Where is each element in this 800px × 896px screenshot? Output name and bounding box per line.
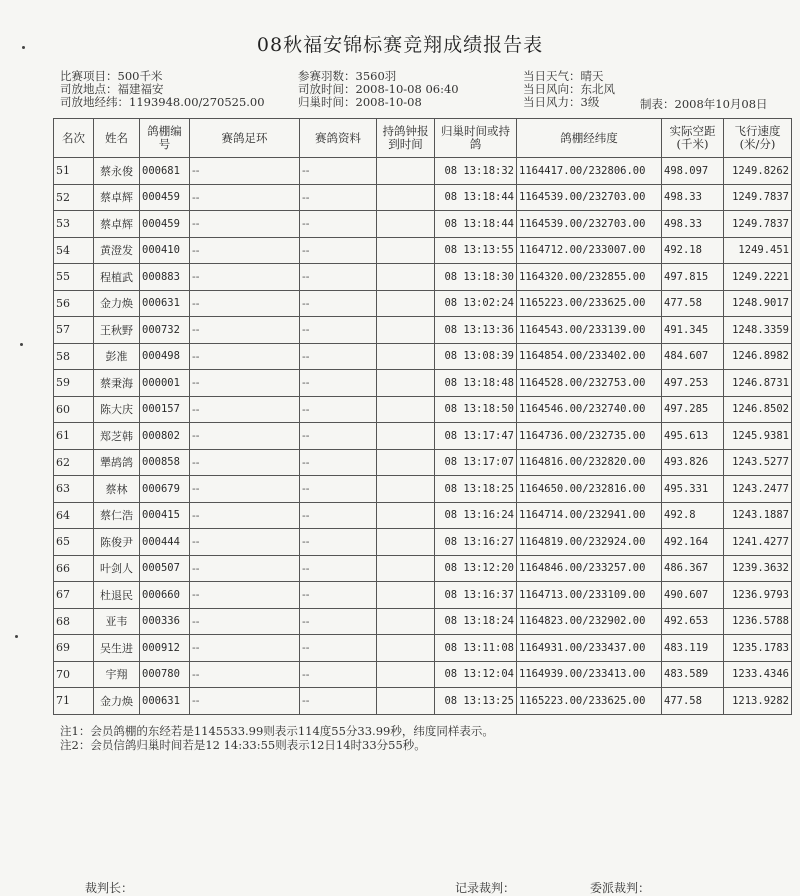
info-cell: -- bbox=[300, 370, 377, 397]
loft-cell: 000660 bbox=[140, 582, 190, 609]
arrival-time-cell: 08 13:17:07 bbox=[435, 449, 517, 476]
header-coords: 鸽棚经纬度 bbox=[517, 119, 662, 158]
clock-cell bbox=[377, 211, 435, 238]
rank-cell: 62 bbox=[54, 449, 94, 476]
meta-wind-direction: 当日风向：东北风 bbox=[523, 82, 615, 96]
meta-mid-block bbox=[298, 70, 459, 109]
coords-cell: 1164712.00/233007.00 bbox=[517, 237, 662, 264]
coords-cell: 1165223.00/233625.00 bbox=[517, 290, 662, 317]
table-header-row bbox=[54, 119, 792, 158]
arrival-time-cell: 08 13:18:50 bbox=[435, 396, 517, 423]
info-cell: -- bbox=[300, 635, 377, 662]
ring-cell: -- bbox=[190, 582, 300, 609]
name-cell: 蔡卓辉 bbox=[94, 211, 140, 238]
meta-weather: 当日天气：晴天 bbox=[523, 69, 604, 83]
table-row bbox=[54, 449, 792, 476]
speed-cell: 1249.451 bbox=[724, 237, 792, 264]
clock-cell bbox=[377, 555, 435, 582]
clock-cell bbox=[377, 635, 435, 662]
ring-cell: -- bbox=[190, 317, 300, 344]
table-row bbox=[54, 211, 792, 238]
arrival-time-cell: 08 13:18:48 bbox=[435, 370, 517, 397]
speed-cell: 1246.8502 bbox=[724, 396, 792, 423]
meta-release-time: 司放时间：2008-10-08 06:40 bbox=[298, 82, 459, 96]
name-cell: 吴生进 bbox=[94, 635, 140, 662]
table-row bbox=[54, 423, 792, 450]
name-cell: 蔡仁浩 bbox=[94, 502, 140, 529]
arrival-time-cell: 08 13:13:25 bbox=[435, 688, 517, 715]
info-cell: -- bbox=[300, 317, 377, 344]
speed-cell: 1243.5277 bbox=[724, 449, 792, 476]
distance-cell: 492.18 bbox=[662, 237, 724, 264]
clock-cell bbox=[377, 529, 435, 556]
coords-cell: 1164939.00/233413.00 bbox=[517, 661, 662, 688]
loft-cell: 000780 bbox=[140, 661, 190, 688]
distance-cell: 492.164 bbox=[662, 529, 724, 556]
table-row bbox=[54, 661, 792, 688]
info-cell: -- bbox=[300, 476, 377, 503]
distance-cell: 495.613 bbox=[662, 423, 724, 450]
speed-cell: 1236.5788 bbox=[724, 608, 792, 635]
rank-cell: 63 bbox=[54, 476, 94, 503]
coords-cell: 1164543.00/233139.00 bbox=[517, 317, 662, 344]
arrival-time-cell: 08 13:18:24 bbox=[435, 608, 517, 635]
rank-cell: 69 bbox=[54, 635, 94, 662]
distance-cell: 483.589 bbox=[662, 661, 724, 688]
punch-hole-mark bbox=[15, 635, 18, 638]
header-info: 赛鸽资料 bbox=[300, 119, 377, 158]
coords-cell: 1165223.00/233625.00 bbox=[517, 688, 662, 715]
meta-left-block bbox=[60, 70, 265, 109]
rank-cell: 61 bbox=[54, 423, 94, 450]
info-cell: -- bbox=[300, 661, 377, 688]
table-row bbox=[54, 290, 792, 317]
ring-cell: -- bbox=[190, 237, 300, 264]
rank-cell: 59 bbox=[54, 370, 94, 397]
meta-release-place: 司放地点：福建福安 bbox=[60, 82, 164, 96]
rank-cell: 54 bbox=[54, 237, 94, 264]
speed-cell: 1246.8731 bbox=[724, 370, 792, 397]
name-cell: 郑芝韩 bbox=[94, 423, 140, 450]
arrival-time-cell: 08 13:16:27 bbox=[435, 529, 517, 556]
loft-cell: 000415 bbox=[140, 502, 190, 529]
loft-cell: 000631 bbox=[140, 290, 190, 317]
distance-cell: 477.58 bbox=[662, 688, 724, 715]
distance-cell: 497.285 bbox=[662, 396, 724, 423]
distance-cell: 492.653 bbox=[662, 608, 724, 635]
rank-cell: 60 bbox=[54, 396, 94, 423]
clock-cell bbox=[377, 158, 435, 185]
rank-cell: 68 bbox=[54, 608, 94, 635]
coords-cell: 1164650.00/232816.00 bbox=[517, 476, 662, 503]
name-cell: 蔡永俊 bbox=[94, 158, 140, 185]
loft-cell: 000858 bbox=[140, 449, 190, 476]
loft-cell: 000157 bbox=[140, 396, 190, 423]
table-body bbox=[54, 158, 792, 715]
speed-cell: 1241.4277 bbox=[724, 529, 792, 556]
ring-cell: -- bbox=[190, 211, 300, 238]
name-cell: 陈俊尹 bbox=[94, 529, 140, 556]
ring-cell: -- bbox=[190, 688, 300, 715]
name-cell: 彭准 bbox=[94, 343, 140, 370]
header-name: 姓名 bbox=[94, 119, 140, 158]
loft-cell: 000336 bbox=[140, 608, 190, 635]
info-cell: -- bbox=[300, 211, 377, 238]
meta-prepared-date: 制表：2008年10月08日 bbox=[640, 97, 768, 111]
name-cell: 蔡秉海 bbox=[94, 370, 140, 397]
table-row bbox=[54, 370, 792, 397]
coords-cell: 1164854.00/233402.00 bbox=[517, 343, 662, 370]
distance-cell: 492.8 bbox=[662, 502, 724, 529]
table-row bbox=[54, 608, 792, 635]
rank-cell: 52 bbox=[54, 184, 94, 211]
ring-cell: -- bbox=[190, 158, 300, 185]
coords-cell: 1164713.00/233109.00 bbox=[517, 582, 662, 609]
meta-release-coords: 司放地经纬：1193948.00/270525.00 bbox=[60, 95, 265, 109]
speed-cell: 1249.7837 bbox=[724, 184, 792, 211]
coords-cell: 1164539.00/232703.00 bbox=[517, 184, 662, 211]
ring-cell: -- bbox=[190, 264, 300, 291]
name-cell: 蔡卓辉 bbox=[94, 184, 140, 211]
info-cell: -- bbox=[300, 688, 377, 715]
ring-cell: -- bbox=[190, 476, 300, 503]
distance-cell: 490.607 bbox=[662, 582, 724, 609]
arrival-time-cell: 08 13:12:04 bbox=[435, 661, 517, 688]
table-row bbox=[54, 343, 792, 370]
speed-cell: 1248.3359 bbox=[724, 317, 792, 344]
loft-cell: 000631 bbox=[140, 688, 190, 715]
clock-cell bbox=[377, 343, 435, 370]
speed-cell: 1243.1887 bbox=[724, 502, 792, 529]
table-row bbox=[54, 184, 792, 211]
clock-cell bbox=[377, 688, 435, 715]
header-ring: 赛鸽足环 bbox=[190, 119, 300, 158]
arrival-time-cell: 08 13:18:44 bbox=[435, 211, 517, 238]
info-cell: -- bbox=[300, 555, 377, 582]
ring-cell: -- bbox=[190, 370, 300, 397]
arrival-time-cell: 08 13:18:44 bbox=[435, 184, 517, 211]
punch-hole-mark bbox=[22, 46, 25, 49]
table-row bbox=[54, 582, 792, 609]
arrival-time-cell: 08 13:08:39 bbox=[435, 343, 517, 370]
distance-cell: 497.815 bbox=[662, 264, 724, 291]
arrival-time-cell: 08 13:12:20 bbox=[435, 555, 517, 582]
table-row bbox=[54, 555, 792, 582]
coords-cell: 1164823.00/232902.00 bbox=[517, 608, 662, 635]
rank-cell: 64 bbox=[54, 502, 94, 529]
info-cell: -- bbox=[300, 529, 377, 556]
ring-cell: -- bbox=[190, 529, 300, 556]
table-row bbox=[54, 264, 792, 291]
loft-cell: 000679 bbox=[140, 476, 190, 503]
speed-cell: 1235.1783 bbox=[724, 635, 792, 662]
clock-cell bbox=[377, 290, 435, 317]
clock-cell bbox=[377, 476, 435, 503]
ring-cell: -- bbox=[190, 396, 300, 423]
name-cell: 蔡林 bbox=[94, 476, 140, 503]
distance-cell: 497.253 bbox=[662, 370, 724, 397]
header-distance: 实际空距(千米) bbox=[662, 119, 724, 158]
info-cell: -- bbox=[300, 237, 377, 264]
rank-cell: 55 bbox=[54, 264, 94, 291]
info-cell: -- bbox=[300, 582, 377, 609]
speed-cell: 1236.9793 bbox=[724, 582, 792, 609]
info-cell: -- bbox=[300, 608, 377, 635]
signature-chief-judge: 裁判长： bbox=[85, 881, 134, 895]
speed-cell: 1249.7837 bbox=[724, 211, 792, 238]
distance-cell: 498.33 bbox=[662, 211, 724, 238]
loft-cell: 000410 bbox=[140, 237, 190, 264]
clock-cell bbox=[377, 608, 435, 635]
header-loft-no: 鸽棚编号 bbox=[140, 119, 190, 158]
arrival-time-cell: 08 13:11:08 bbox=[435, 635, 517, 662]
name-cell: 陈大庆 bbox=[94, 396, 140, 423]
distance-cell: 495.331 bbox=[662, 476, 724, 503]
distance-cell: 498.097 bbox=[662, 158, 724, 185]
table-row bbox=[54, 317, 792, 344]
clock-cell bbox=[377, 423, 435, 450]
ring-cell: -- bbox=[190, 502, 300, 529]
loft-cell: 000802 bbox=[140, 423, 190, 450]
header-speed: 飞行速度(米/分) bbox=[724, 119, 792, 158]
name-cell: 犟鸪鸽 bbox=[94, 449, 140, 476]
note-2: 注2：会员信鸽归巢时间若是12 14:33:55则表示12日14时33分55秒。 bbox=[60, 738, 426, 752]
coords-cell: 1164816.00/232820.00 bbox=[517, 449, 662, 476]
arrival-time-cell: 08 13:13:36 bbox=[435, 317, 517, 344]
info-cell: -- bbox=[300, 343, 377, 370]
ring-cell: -- bbox=[190, 608, 300, 635]
ring-cell: -- bbox=[190, 449, 300, 476]
rank-cell: 65 bbox=[54, 529, 94, 556]
clock-cell bbox=[377, 264, 435, 291]
loft-cell: 000444 bbox=[140, 529, 190, 556]
clock-cell bbox=[377, 317, 435, 344]
arrival-time-cell: 08 13:18:32 bbox=[435, 158, 517, 185]
distance-cell: 484.607 bbox=[662, 343, 724, 370]
rank-cell: 53 bbox=[54, 211, 94, 238]
results-table bbox=[53, 118, 792, 715]
loft-cell: 000883 bbox=[140, 264, 190, 291]
info-cell: -- bbox=[300, 184, 377, 211]
meta-entries: 参赛羽数：3560羽 bbox=[298, 69, 397, 83]
table-row bbox=[54, 529, 792, 556]
clock-cell bbox=[377, 661, 435, 688]
meta-wind-force: 当日风力：3级 bbox=[523, 95, 600, 109]
arrival-time-cell: 08 13:17:47 bbox=[435, 423, 517, 450]
distance-cell: 491.345 bbox=[662, 317, 724, 344]
info-cell: -- bbox=[300, 396, 377, 423]
loft-cell: 000498 bbox=[140, 343, 190, 370]
coords-cell: 1164417.00/232806.00 bbox=[517, 158, 662, 185]
speed-cell: 1249.2221 bbox=[724, 264, 792, 291]
arrival-time-cell: 08 13:02:24 bbox=[435, 290, 517, 317]
speed-cell: 1243.2477 bbox=[724, 476, 792, 503]
clock-cell bbox=[377, 237, 435, 264]
table-row bbox=[54, 688, 792, 715]
speed-cell: 1213.9282 bbox=[724, 688, 792, 715]
loft-cell: 000681 bbox=[140, 158, 190, 185]
speed-cell: 1233.4346 bbox=[724, 661, 792, 688]
distance-cell: 493.826 bbox=[662, 449, 724, 476]
speed-cell: 1245.9381 bbox=[724, 423, 792, 450]
loft-cell: 000912 bbox=[140, 635, 190, 662]
clock-cell bbox=[377, 370, 435, 397]
name-cell: 亚韦 bbox=[94, 608, 140, 635]
arrival-time-cell: 08 13:13:55 bbox=[435, 237, 517, 264]
header-arrival: 归巢时间或持鸽 bbox=[435, 119, 517, 158]
notes-block bbox=[60, 724, 494, 752]
report-title: 08秋福安锦标赛竞翔成绩报告表 bbox=[256, 34, 544, 56]
speed-cell: 1249.8262 bbox=[724, 158, 792, 185]
clock-cell bbox=[377, 449, 435, 476]
distance-cell: 483.119 bbox=[662, 635, 724, 662]
rank-cell: 70 bbox=[54, 661, 94, 688]
distance-cell: 477.58 bbox=[662, 290, 724, 317]
header-clock: 持鸽钟报到时间 bbox=[377, 119, 435, 158]
distance-cell: 486.367 bbox=[662, 555, 724, 582]
table-row bbox=[54, 396, 792, 423]
coords-cell: 1164819.00/232924.00 bbox=[517, 529, 662, 556]
clock-cell bbox=[377, 502, 435, 529]
coords-cell: 1164736.00/232735.00 bbox=[517, 423, 662, 450]
name-cell: 叶剑人 bbox=[94, 555, 140, 582]
coords-cell: 1164539.00/232703.00 bbox=[517, 211, 662, 238]
table-row bbox=[54, 237, 792, 264]
clock-cell bbox=[377, 582, 435, 609]
coords-cell: 1164846.00/233257.00 bbox=[517, 555, 662, 582]
loft-cell: 000732 bbox=[140, 317, 190, 344]
table-row bbox=[54, 476, 792, 503]
arrival-time-cell: 08 13:18:25 bbox=[435, 476, 517, 503]
clock-cell bbox=[377, 184, 435, 211]
ring-cell: -- bbox=[190, 555, 300, 582]
info-cell: -- bbox=[300, 502, 377, 529]
speed-cell: 1239.3632 bbox=[724, 555, 792, 582]
coords-cell: 1164320.00/232855.00 bbox=[517, 264, 662, 291]
table-row bbox=[54, 502, 792, 529]
clock-cell bbox=[377, 396, 435, 423]
rank-cell: 58 bbox=[54, 343, 94, 370]
ring-cell: -- bbox=[190, 661, 300, 688]
coords-cell: 1164931.00/233437.00 bbox=[517, 635, 662, 662]
note-1: 注1：会员鸽棚的东经若是1145533.99则表示114度55分33.99秒，纬度同样表示。 bbox=[60, 724, 494, 738]
info-cell: -- bbox=[300, 290, 377, 317]
speed-cell: 1246.8982 bbox=[724, 343, 792, 370]
rank-cell: 56 bbox=[54, 290, 94, 317]
speed-cell: 1248.9017 bbox=[724, 290, 792, 317]
info-cell: -- bbox=[300, 264, 377, 291]
meta-event: 比赛项目：500千米 bbox=[60, 69, 163, 83]
ring-cell: -- bbox=[190, 423, 300, 450]
info-cell: -- bbox=[300, 158, 377, 185]
punch-hole-mark bbox=[20, 343, 23, 346]
name-cell: 黄澄发 bbox=[94, 237, 140, 264]
signature-delegate: 委派裁判： bbox=[590, 881, 651, 895]
coords-cell: 1164528.00/232753.00 bbox=[517, 370, 662, 397]
name-cell: 宇翔 bbox=[94, 661, 140, 688]
table-row bbox=[54, 635, 792, 662]
arrival-time-cell: 08 13:18:30 bbox=[435, 264, 517, 291]
name-cell: 金力焕 bbox=[94, 688, 140, 715]
meta-return-date: 归巢时间：2008-10-08 bbox=[298, 95, 422, 109]
coords-cell: 1164714.00/232941.00 bbox=[517, 502, 662, 529]
name-cell: 程植武 bbox=[94, 264, 140, 291]
rank-cell: 66 bbox=[54, 555, 94, 582]
loft-cell: 000507 bbox=[140, 555, 190, 582]
rank-cell: 71 bbox=[54, 688, 94, 715]
loft-cell: 000001 bbox=[140, 370, 190, 397]
distance-cell: 498.33 bbox=[662, 184, 724, 211]
info-cell: -- bbox=[300, 423, 377, 450]
rank-cell: 57 bbox=[54, 317, 94, 344]
coords-cell: 1164546.00/232740.00 bbox=[517, 396, 662, 423]
arrival-time-cell: 08 13:16:37 bbox=[435, 582, 517, 609]
arrival-time-cell: 08 13:16:24 bbox=[435, 502, 517, 529]
ring-cell: -- bbox=[190, 635, 300, 662]
rank-cell: 51 bbox=[54, 158, 94, 185]
name-cell: 王秋野 bbox=[94, 317, 140, 344]
table-row bbox=[54, 158, 792, 185]
name-cell: 杜退民 bbox=[94, 582, 140, 609]
signature-recorder: 记录裁判： bbox=[455, 881, 516, 895]
loft-cell: 000459 bbox=[140, 184, 190, 211]
ring-cell: -- bbox=[190, 343, 300, 370]
ring-cell: -- bbox=[190, 290, 300, 317]
name-cell: 金力焕 bbox=[94, 290, 140, 317]
rank-cell: 67 bbox=[54, 582, 94, 609]
meta-right-block bbox=[523, 70, 615, 109]
loft-cell: 000459 bbox=[140, 211, 190, 238]
ring-cell: -- bbox=[190, 184, 300, 211]
header-rank: 名次 bbox=[54, 119, 94, 158]
info-cell: -- bbox=[300, 449, 377, 476]
